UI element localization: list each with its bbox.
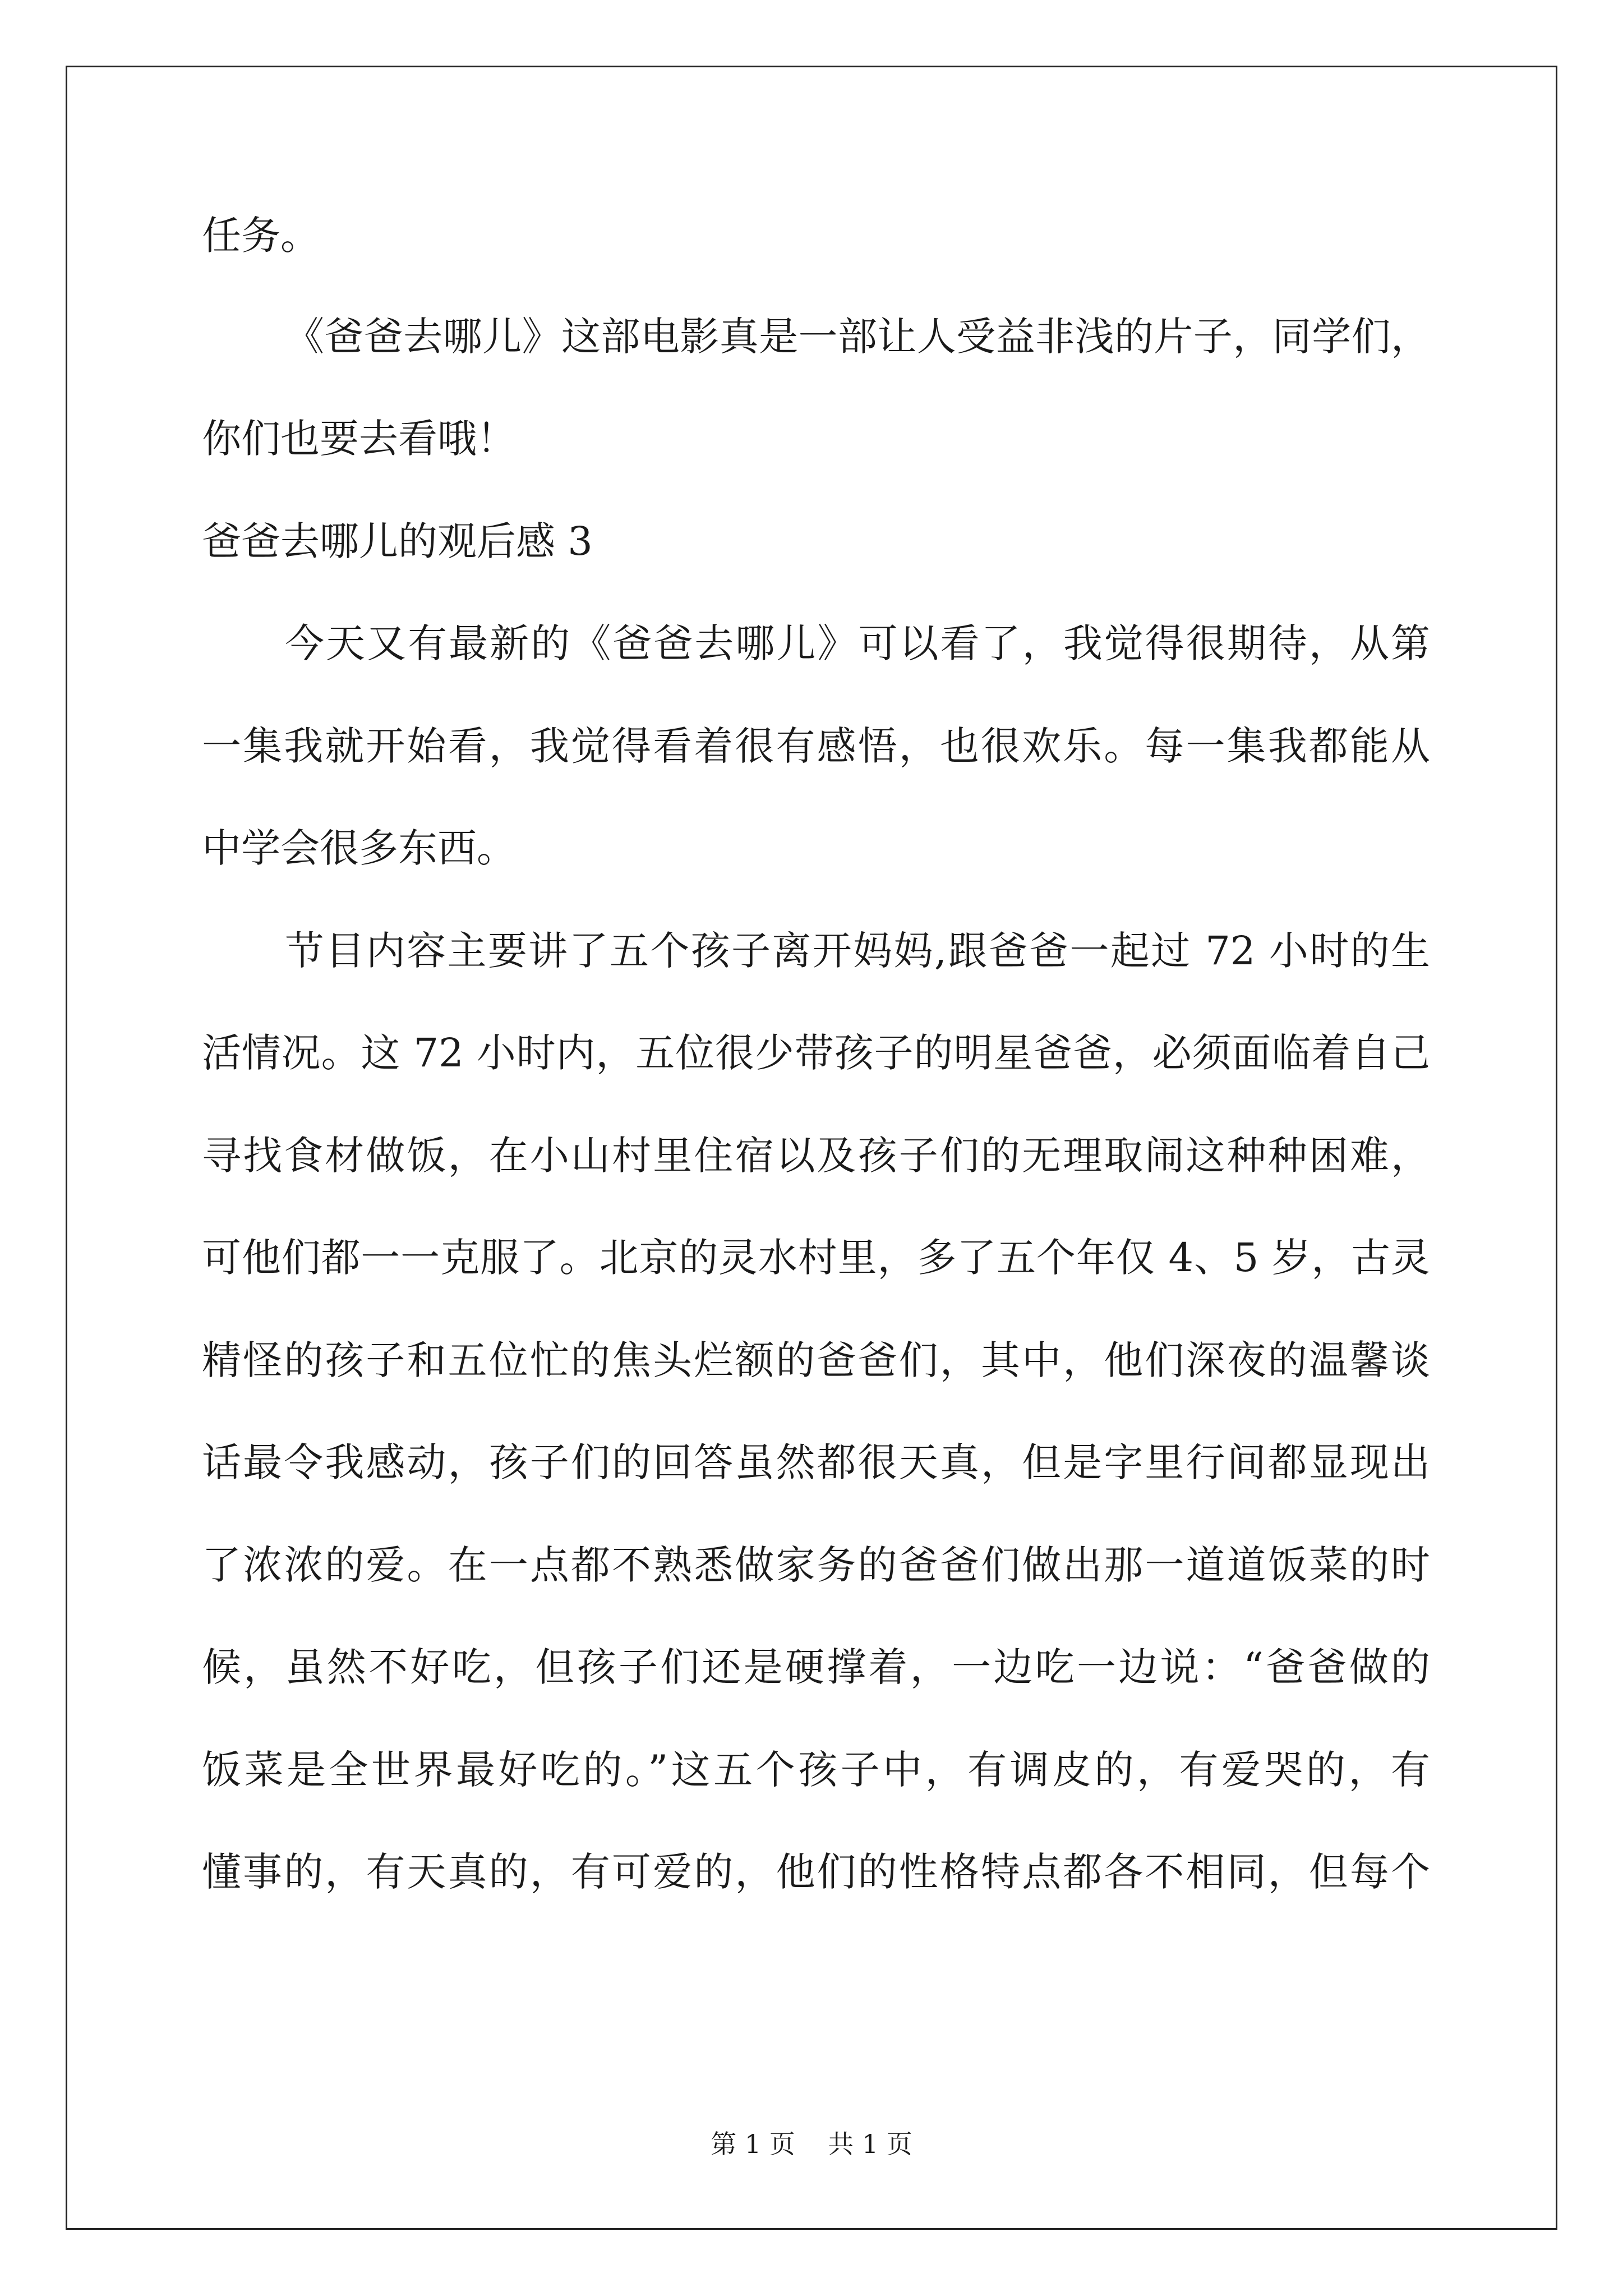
text-line: 可他们都一一克服了。北京的灵水村里，多了五个年仅 4、5 岁，古灵: [202, 1235, 1430, 1281]
text-line: 节目内容主要讲了五个孩子离开妈妈,跟爸爸一起过 72 小时的生: [285, 928, 1430, 974]
text-line: 话最令我感动，孩子们的回答虽然都很天真，但是字里行间都显现出: [202, 1439, 1430, 1485]
text-line: 你们也要去看哦！: [202, 416, 516, 462]
text-line: 活情况。这 72 小时内，五位很少带孩子的明星爸爸，必须面临着自己: [202, 1030, 1430, 1076]
text-line: 《爸爸去哪儿》这部电影真是一部让人受益非浅的片子，同学们，: [285, 314, 1430, 360]
text-line: 懂事的，有天真的，有可爱的，他们的性格特点都各不相同，但每个: [202, 1849, 1430, 1895]
text-line: 中学会很多东西。: [202, 825, 516, 871]
page-number-footer: 第 1 页 共 1 页: [711, 2129, 912, 2159]
text-line: 了浓浓的爱。在一点都不熟悉做家务的爸爸们做出那一道道饭菜的时: [202, 1542, 1430, 1588]
text-line: 候，虽然不好吃，但孩子们还是硬撑着，一边吃一边说：“爸爸做的: [202, 1644, 1430, 1690]
text-line: 一集我就开始看，我觉得看着很有感悟，也很欢乐。每一集我都能从: [202, 723, 1430, 769]
text-line: 今天又有最新的《爸爸去哪儿》可以看了，我觉得很期待，从第: [285, 620, 1430, 666]
section-heading: 爸爸去哪儿的观后感 3: [202, 518, 593, 564]
text-line: 精怪的孩子和五位忙的焦头烂额的爸爸们，其中，他们深夜的温馨谈: [202, 1337, 1430, 1383]
text-line: 任务。: [202, 213, 320, 259]
text-line: 饭菜是全世界最好吃的。”这五个孩子中，有调皮的，有爱哭的，有: [202, 1747, 1430, 1793]
text-line: 寻找食材做饭，在小山村里住宿以及孩子们的无理取闹这种种困难，: [202, 1133, 1430, 1179]
